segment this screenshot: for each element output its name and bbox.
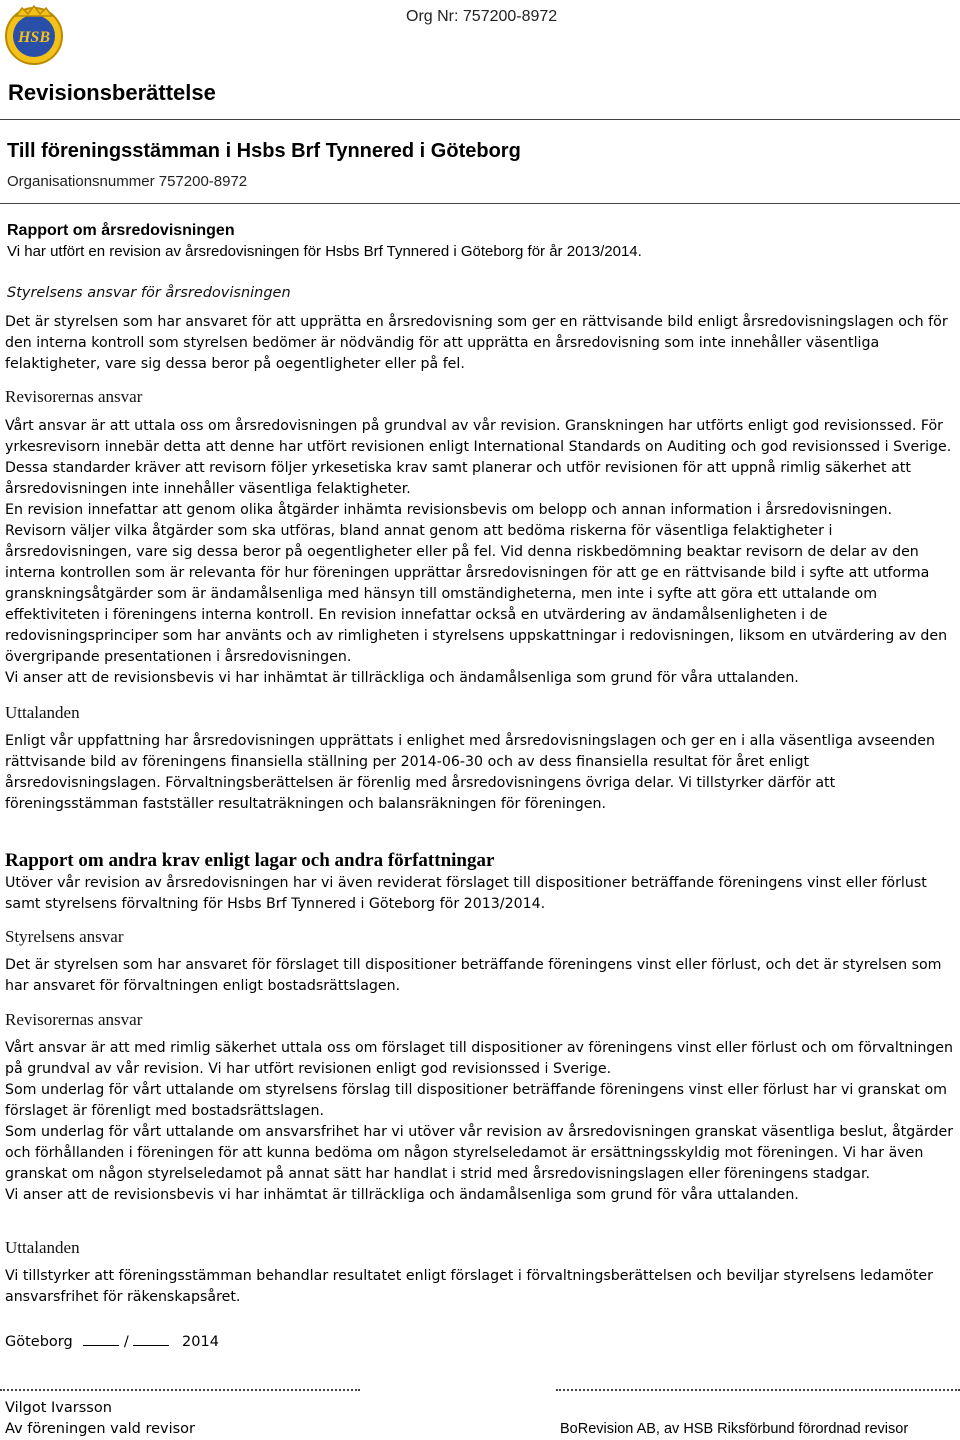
- day-blank[interactable]: [83, 1331, 119, 1346]
- hsb-logo: [2, 2, 66, 66]
- report-intro: Vi har utfört en revision av årsredovisningen för Hsbs Brf Tynnered i Göteborg för år 2013/2014.: [7, 243, 642, 260]
- other-auditor-heading: Revisorernas ansvar: [5, 1010, 143, 1029]
- auditor-paragraph-3: Vi anser att de revisionsbevis vi har inhämtat är tillräckliga och ändamålsenliga som grund för våra uttalanden.: [5, 670, 799, 686]
- other-auditor-paragraph-3: Som underlag för vårt uttalande om ansvarsfrihet har vi utöver vår revision av årsredovisningen granskat väsentliga beslut, åtgärder och förhållanden i föreningen för att kunna bedöma om någon styrelseledamot är ersättningsskyldig mot föreningen. Vi har även granskat om någon styrelseledamot på annat sätt har handlat i strid med årsredovisningslagen eller föreningens stadgar.: [5, 1124, 954, 1182]
- org-number: Org Nr: 757200-8972: [406, 8, 558, 25]
- signature-line-2[interactable]: [556, 1389, 960, 1391]
- document-title: Revisionsberättelse: [8, 80, 216, 105]
- auditor-responsibility-heading: Revisorernas ansvar: [5, 387, 143, 406]
- divider-middle: [0, 203, 960, 204]
- svg-text:HSB: HSB: [17, 29, 51, 46]
- month-blank[interactable]: [133, 1331, 169, 1346]
- organisation-number-line: Organisationsnummer 757200-8972: [7, 173, 248, 190]
- addressee-title: Till föreningsstämman i Hsbs Brf Tynnered i Göteborg: [7, 140, 521, 162]
- signer-1-role: Av föreningen vald revisor: [5, 1421, 196, 1437]
- other-requirements-heading: Rapport om andra krav enligt lagar och andra författningar: [5, 850, 495, 871]
- other-auditor-paragraph-1: Vårt ansvar är att med rimlig säkerhet uttala oss om förslaget till dispositioner av föreningens vinst eller förlust och om förvaltningen på grundval av vår revision. Vi har utfört revisionen enligt god revisionssed i Sverige.: [5, 1040, 954, 1077]
- year: 2014: [182, 1334, 219, 1350]
- place: Göteborg: [5, 1334, 73, 1350]
- other-board-text: Det är styrelsen som har ansvaret för förslaget till dispositioner beträffande föreningens vinst eller förlust, och det är styrelsen som har ansvaret för förvaltningen enligt bostadsrättslagen.: [5, 957, 942, 994]
- board-responsibility-text: Det är styrelsen som har ansvaret för att upprätta en årsredovisning som ger en rättvisande bild enligt årsredovisningslagen och för den interna kontroll som styrelsen bedömer är nödvändig för att upprätta en årsredovisning som inte innehåller väsentliga felaktigheter, vare sig dessa beror på oegentligheter eller på fel.: [5, 314, 948, 372]
- board-responsibility-heading: Styrelsens ansvar för årsredovisningen: [7, 285, 291, 301]
- other-auditor-paragraph-4: Vi anser att de revisionsbevis vi har inhämtat är tillräckliga och ändamålsenliga som grund för våra uttalanden.: [5, 1187, 799, 1203]
- signer-1-name: Vilgot Ivarsson: [5, 1400, 112, 1416]
- date-slash: /: [123, 1334, 129, 1350]
- place-date-line: [5, 1331, 219, 1350]
- other-requirements-intro: Utöver vår revision av årsredovisningen har vi även reviderat förslaget till dispositioner beträffande föreningens vinst eller förlust samt styrelsens förvaltning för Hsbs Brf Tynnered i Göteborg för 2013/2014.: [5, 875, 927, 912]
- statements-text: Enligt vår uppfattning har årsredovisningen upprättats i enlighet med årsredovisningslagen och ger en i alla väsentliga avseenden rättvisande bild av föreningens finansiella ställning per 2014-06-30 och av dess finansiella resultat för året enligt årsredovisningslagen. Förvaltningsberättelsen är förenlig med årsredovisningens övriga delar. Vi tillstyrker därför att föreningsstämman fastställer resultaträkningen och balansräkningen för föreningen.: [5, 733, 935, 812]
- signer-1: [5, 1398, 195, 1440]
- other-auditor-text: [5, 1038, 955, 1206]
- divider-top: [0, 119, 960, 120]
- other-statements-heading: Uttalanden: [5, 1238, 80, 1257]
- auditor-paragraph-1: Vårt ansvar är att uttala oss om årsredovisningen på grundval av vår revision. Granskningen har utförts enligt god revisionssed. För yrkesrevisorn innebär detta att denne har utfört revisionen enligt International Standards on Auditing och god revisionssed i Sverige. Dessa standarder kräver att revisorn följer yrkesetiska krav samt planerar och utför revisionen för att uppnå rimlig säkerhet att årsredovisningen inte innehåller väsentliga felaktigheter.: [5, 418, 952, 497]
- other-board-heading: Styrelsens ansvar: [5, 927, 124, 946]
- signer-2-role: BoRevision AB, av HSB Riksförbund förordnad revisor: [560, 1421, 909, 1437]
- statements-heading: Uttalanden: [5, 703, 80, 722]
- auditor-paragraph-2: En revision innefattar att genom olika åtgärder inhämta revisionsbevis om belopp och annan information i årsredovisningen. Revisorn väljer vilka åtgärder som ska utföras, bland annat genom att bedöma riskerna för väsentliga felaktigheter i årsredovisningen, vare sig dessa beror på oegentligheter eller på fel. Vid denna riskbedömning beaktar revisorn de delar av den interna kontrollen som är relevanta för hur föreningen upprättar årsredovisningen för att ge en rättvisande bild i syfte att utforma granskningsåtgärder som är ändamålsenliga med hänsyn till omständigheterna, men inte i syfte att göra ett uttalande om effektiviteten i föreningens interna kontroll. En revision innefattar också en utvärdering av ändamålsenligheten i de redovisningsprinciper som har använts och av rimligheten i styrelsens uppskattningar i redovisningen, liksom en utvärdering av den övergripande presentationen i årsredovisningen.: [5, 502, 948, 665]
- other-statements-text: Vi tillstyrker att föreningsstämman behandlar resultatet enligt förslaget i förvaltningsberättelsen och beviljar styrelsens ledamöter ansvarsfrihet för räkenskapsåret.: [5, 1268, 933, 1305]
- auditor-responsibility-text: [5, 416, 955, 689]
- other-auditor-paragraph-2: Som underlag för vårt uttalande om styrelsens förslag till dispositioner beträffande föreningens vinst eller förlust har vi granskat om förslaget är förenligt med bostadsrättslagen.: [5, 1082, 947, 1119]
- report-heading: Rapport om årsredovisningen: [7, 222, 235, 239]
- signature-line-1[interactable]: [0, 1389, 360, 1391]
